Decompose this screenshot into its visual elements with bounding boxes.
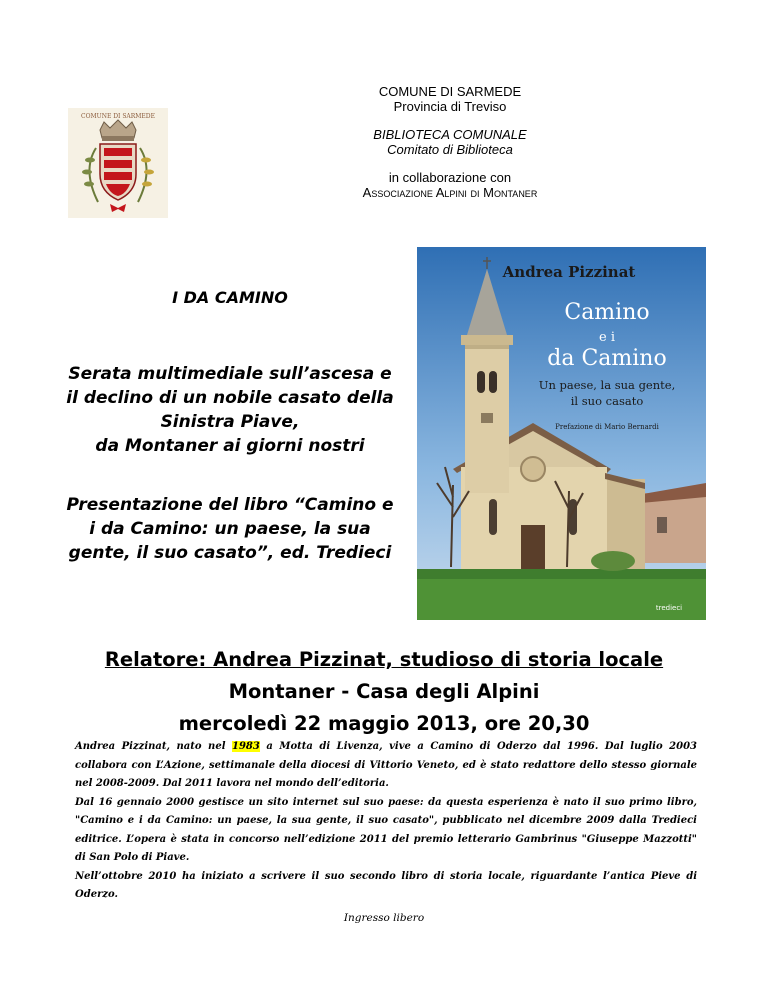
coat-of-arms-icon	[68, 108, 168, 218]
cover-preface: Prefazione di Mario Bernardi	[555, 423, 659, 431]
subtitle-line: Serata multimediale sull’ascesa e	[68, 364, 392, 384]
book-cover-image	[417, 247, 706, 620]
cover-publisher: tredieci	[655, 604, 683, 612]
location-line: Montaner - Casa degli Alpini	[228, 680, 540, 703]
entry-note: Ingresso libero	[343, 912, 425, 924]
cover-subtitle-1: Un paese, la sua gente,	[538, 378, 676, 392]
bio-paragraph	[75, 738, 697, 794]
biblioteca-name: BIBLIOTECA COMUNALE	[373, 127, 527, 142]
subtitle-line: Sinistra Piave,	[160, 412, 300, 432]
cover-subtitle-2: il suo casato	[570, 394, 644, 408]
author-bio	[75, 738, 697, 905]
event-subtitle	[30, 362, 430, 458]
event-title: I DA CAMINO	[172, 288, 288, 307]
event-details	[0, 644, 768, 740]
date-line: mercoledì 22 maggio 2013, ore 20,30	[178, 712, 590, 735]
crest-label: COMUNE DI SARMEDE	[80, 113, 156, 120]
book-presentation	[30, 493, 430, 565]
cover-title-1: Camino	[564, 300, 650, 325]
presentation-line: i da Camino: un paese, la sua	[89, 519, 371, 539]
bio-paragraph: Dal 16 gennaio 2000 gestisce un sito internet sul suo paese: da questa esperienza è nato il suo primo libro, "Camino e i da Camino: un paese, la sua gente, il suo casato", pubblicato nel dicembre 2009 dalla Tredieci editrice. L’opera è stata in concorso nell’edizione 2011 del premio letterario Gambrinus "Giuseppe Mazzotti" di San Polo di Piave.	[75, 796, 697, 863]
presentation-line: Presentazione del libro “Camino e	[66, 495, 394, 515]
bio-text: Andrea Pizzinat, nato nel	[75, 741, 233, 752]
bio-paragraph: Nell’ottobre 2010 ha iniziato a scrivere il suo secondo libro di storia locale, riguardante l’antica Pieve di Oderzo.	[75, 870, 697, 900]
speaker-line: Relatore: Andrea Pizzinat, studioso di storia locale	[104, 648, 664, 671]
bio-text: a Motta di Livenza, vive a Camino di Oderzo dal 1996. Dal luglio 2003 collabora con L’Azione, settimanale della diocesi di Vittorio Veneto, ed è stato redattore dello stesso giornale nel 2008-2009. Dal 2011 lavora nel mondo dell’editoria.	[75, 741, 697, 789]
presentation-line: gente, il suo casato”, ed. Tredieci	[68, 543, 392, 563]
cover-title-3: da Camino	[547, 346, 667, 371]
subtitle-line: il declino di un nobile casato della	[66, 388, 394, 408]
associazione: Associazione Alpini di Montaner	[362, 185, 538, 200]
cover-author: Andrea Pizzinat	[502, 263, 636, 281]
collab-text: in collaborazione con	[388, 170, 512, 185]
subtitle-line: da Montaner ai giorni nostri	[95, 436, 365, 456]
comitato: Comitato di Biblioteca	[387, 142, 513, 157]
provincia: Provincia di Treviso	[393, 99, 507, 114]
bio-highlight-year: 1983	[232, 741, 260, 752]
cover-title-2: e i	[599, 330, 615, 345]
comune-name: COMUNE DI SARMEDE	[378, 84, 522, 99]
